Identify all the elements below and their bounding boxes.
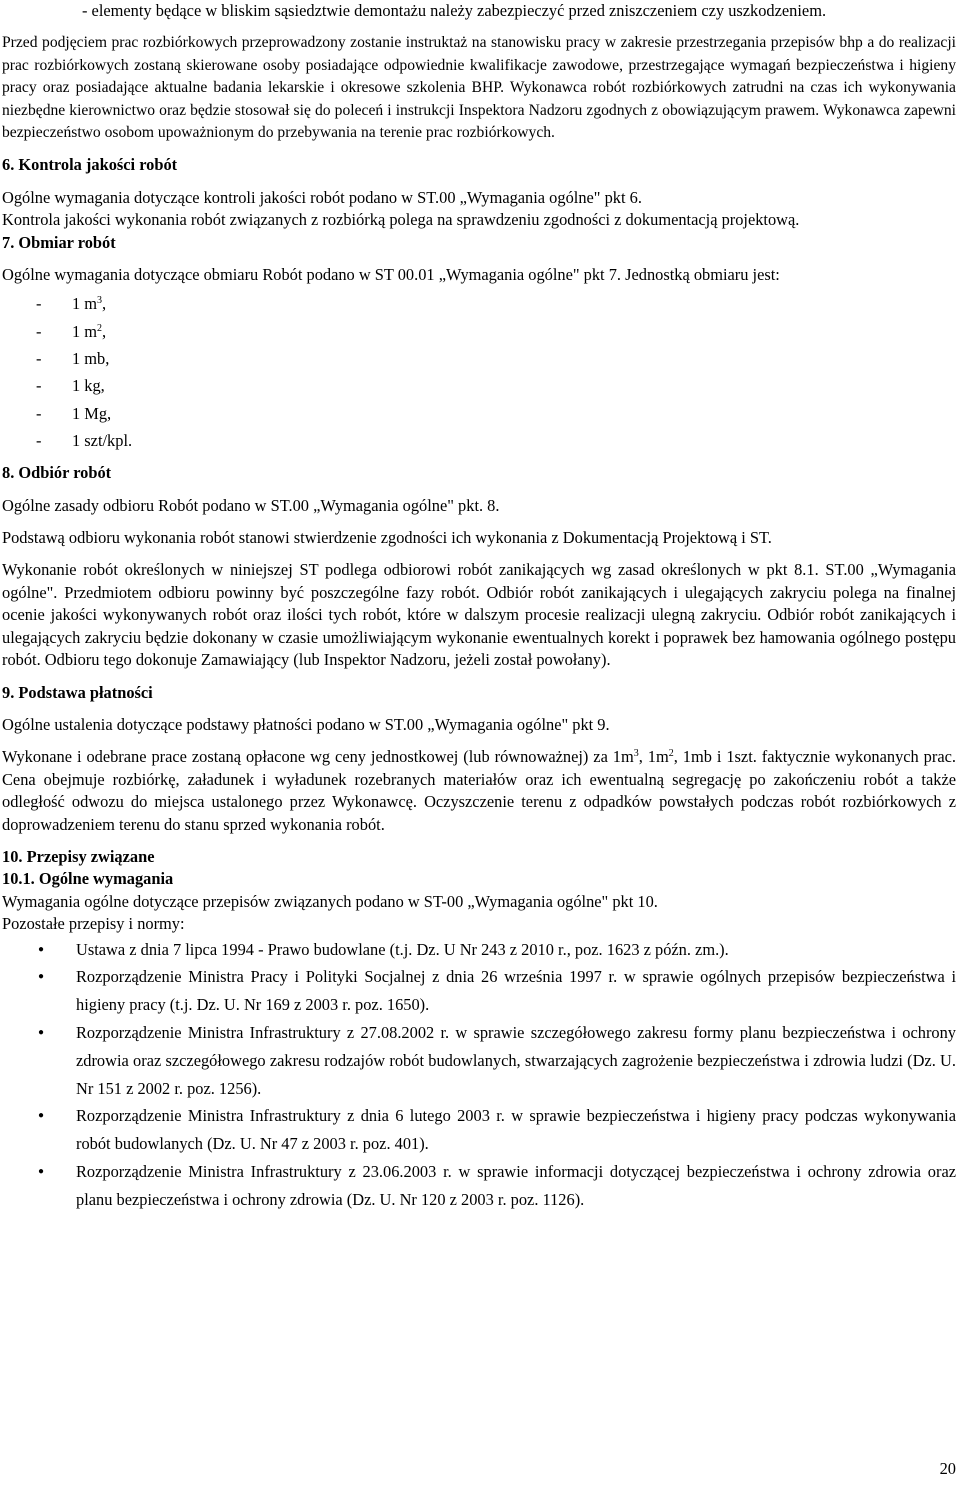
paragraph-payment-general: Ogólne ustalenia dotyczące podstawy płatności podano w ST.00 „Wymagania ogólne" pkt 9.: [2, 714, 610, 734]
payment-exponent: 3: [633, 748, 639, 760]
regulation-item: ● Rozporządzenie Ministra Infrastruktury z 23.06.2003 r. w sprawie informacji dotyczącej bezpieczeństwa i ochrony zdrowia oraz planu bezpieczeństwa i ochrony zdrowia (Dz. U. Nr 120 z 2003 r. poz. 1126).: [2, 1158, 956, 1214]
unit-item: [2, 372, 956, 399]
paragraph-acceptance-details: Wykonanie robót określonych w niniejszej ST podlega odbiorowi robót zanikających wg zasad określonych w pkt 8.1. ST.00 „Wymagania ogólne". Przedmiotem odbioru powinny być poszczególne fazy robót. Odbiór robót zanikających i ulegających zakryciu polega na finalnej ocenie jakości wykonywanych robót oraz ilości tych robót, które w dalszym procesie realizacji ulegną zakryciu. Odbiór robót zanikających i ulegających zakryciu będzie dokonany w czasie umożliwiającym wykonanie ewentualnych korekt i poprawek bez hamowania ogólnego postępu robót. Odbioru tego dokonuje Zamawiający (lub Inspektor Nadzoru, jeżeli został powołany).: [2, 560, 956, 670]
payment-text-a: Wykonane i odebrane prace zostaną opłacone wg ceny jednostkowej (lub równoważnej) za 1m: [2, 747, 634, 767]
paragraph-other-regulations: Pozostałe przepisy i normy:: [2, 914, 185, 934]
regulation-item: ● Rozporządzenie Ministra Infrastruktury z 27.08.2002 r. w sprawie szczegółowego zakresu formy planu bezpieczeństwa i ochrony zdrowia oraz szczegółowego zakresu rodzajów robót budowlanych, stwarzających zagrożenie bezpieczeństwa i zdrowia ludzi (Dz. U. Nr 151 z 2002 r. poz. 1256).: [2, 1019, 956, 1102]
paragraph-quality-check: Kontrola jakości wykonania robót związanych z rozbiórką polega na sprawdzeniu zgodności z dokumentacją projektową.: [2, 210, 800, 230]
paragraph-payment-details: [2, 746, 956, 836]
unit-item: [2, 318, 956, 345]
payment-exponent: 2: [668, 748, 674, 760]
regulations-list: [2, 936, 956, 1214]
paragraph-contractor-text: Wykonawca robót rozbiórkowych zatrudni na czas ich wykonywania niezbędne kierownictwo oraz będzie stosował się do poleceń i instrukcji Inspektora Nadzoru zgodnych z obowiązującym prawem. Wykonawca zapewni bezpieczeństwo osobom upoważnionym do przebywania na terenie prac rozbiórkowych.: [2, 79, 956, 142]
section-heading-8: 8. Odbiór robót: [2, 463, 112, 483]
regulation-item: ● Rozporządzenie Ministra Pracy i Polityki Socjalnej z dnia 26 września 1997 r. w sprawie ogólnych przepisów bezpieczeństwa i higieny pracy (t.j. Dz. U. Nr 169 z 2003 r. poz. 1650).: [2, 963, 956, 1019]
paragraph-training: [2, 32, 956, 144]
section-heading-7: 7. Obmiar robót: [2, 232, 116, 252]
unit-exponent: 3: [97, 295, 103, 307]
page-number: 20: [939, 1459, 956, 1478]
section-heading-10: 10. Przepisy związane: [2, 846, 155, 866]
unit-item-text: 1 m: [72, 294, 98, 314]
unit-item-text: 1 mb,: [72, 349, 110, 369]
regulation-item: ● Rozporządzenie Ministra Infrastruktury z dnia 6 lutego 2003 r. w sprawie bezpieczeństwa i higieny pracy podczas wykonywania robót budowlanych (Dz. U. Nr 47 z 2003 r. poz. 401).: [2, 1102, 956, 1158]
paragraph-acceptance-basis: Podstawą odbioru wykonania robót stanowi stwierdzenie zgodności ich wykonania z Dokumentacją Projektową i ST.: [2, 528, 772, 548]
section-heading-6: 6. Kontrola jakości robót: [2, 155, 178, 175]
payment-text-c: , 1mb i 1szt. faktycznie wykonanych prac. Cena obejmuje rozbiórkę, załadunek i wyładunek rozebranych materiałów oraz ich ewentualną segregację po zakończeniu robót a także odległość odwozu do miejsca ustalonego przez Wykonawcę. Oczyszczenie terenu z odpadków powstałych podczas robót rozbiórkowych z doprowadzeniem terenu do stanu sprzed wykonania robót.: [2, 747, 956, 834]
unit-item: [2, 345, 956, 372]
regulation-item: ● Ustawa z dnia 7 lipca 1994 - Prawo budowlane (t.j. Dz. U Nr 243 z 2010 r., poz. 1623 z późn. zm.).: [2, 936, 956, 964]
paragraph-training-text: Przed podjęciem prac rozbiórkowych przeprowadzony zostanie instruktaż na stanowisku pracy w zakresie przestrzegania przepisów bhp a do realizacji prac rozbiórkowych zostaną skierowane osoby posiadające odpowiednie kwalifikacje zawodowe, przestrzegające wymagań bezpieczeństwa i higieny pracy oraz posiadające aktualne badania lekarskie i okresowe szkolenia BHP.: [2, 34, 956, 97]
unit-item: [2, 427, 956, 454]
paragraph-acceptance-general: Ogólne zasady odbioru Robót podano w ST.00 „Wymagania ogólne" pkt. 8.: [2, 495, 500, 515]
paragraph-measurement-general: Ogólne wymagania dotyczące obmiaru Robót podano w ST 00.01 „Wymagania ogólne" pkt 7. Jednostką obmiaru jest:: [2, 265, 780, 285]
unit-item: [2, 400, 956, 427]
measurement-units-list: [2, 290, 956, 454]
unit-item-text: 1 szt/kpl.: [72, 430, 133, 450]
subsection-heading-10-1: 10.1. Ogólne wymagania: [2, 869, 174, 889]
paragraph-quality-general: Ogólne wymagania dotyczące kontroli jakości robót podano w ST.00 „Wymagania ogólne" pkt 6.: [2, 187, 642, 207]
paragraph-regulations-general: Wymagania ogólne dotyczące przepisów związanych podano w ST-00 „Wymagania ogólne" pkt 10.: [2, 891, 658, 911]
unit-item-text: 1 m: [72, 321, 98, 341]
unit-item-tail: ,: [102, 321, 107, 341]
payment-text-b: , 1m: [638, 747, 669, 767]
unit-exponent: 2: [97, 322, 103, 334]
section-heading-9: 9. Podstawa płatności: [2, 682, 153, 702]
unit-item: [2, 290, 956, 317]
paragraph-protection-note: - elementy będące w bliskim sąsiedztwie demontażu należy zabezpieczyć przed zniszczeniem czy uszkodzeniem.: [82, 1, 827, 20]
unit-item-tail: ,: [102, 294, 107, 314]
unit-item-text: 1 kg,: [72, 376, 105, 396]
unit-item-text: 1 Mg,: [72, 403, 112, 423]
